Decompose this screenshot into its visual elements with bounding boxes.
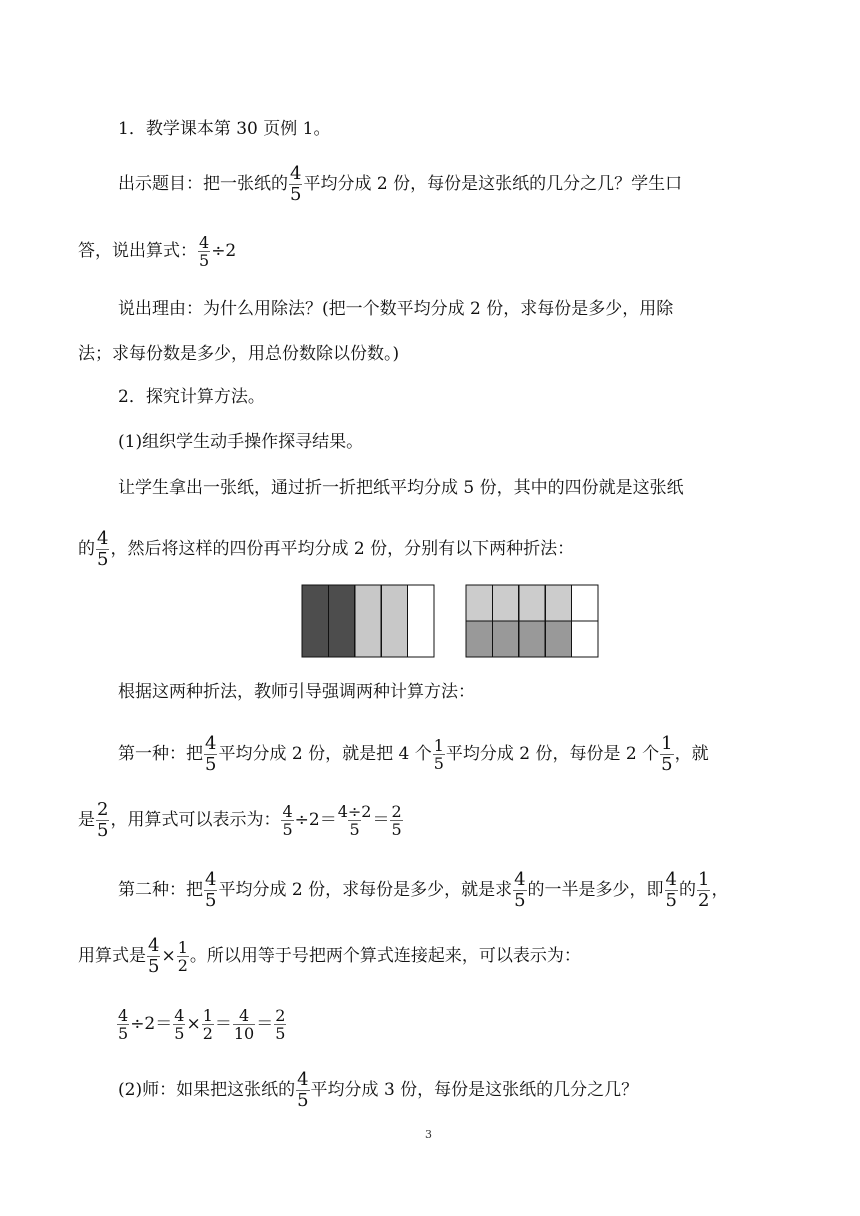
text-segment: 第一种：把	[118, 744, 203, 764]
fold-cell-mid	[545, 621, 571, 657]
fraction: $\frac{2}{5}$	[275, 1006, 286, 1043]
step-1-heading: 1．教学课本第 30 页例 1。	[118, 119, 331, 139]
answer-expression	[78, 234, 236, 269]
page-number: 3	[425, 1128, 432, 1141]
fraction: $\frac{1}{2}$	[697, 869, 710, 911]
fraction: $\frac{1}{2}$	[202, 1006, 213, 1043]
text-segment: ÷2	[211, 241, 237, 261]
fraction: $\frac{1}{5}$	[433, 736, 444, 773]
fraction: $\frac{1}{2}$	[177, 938, 188, 975]
fold-cell-mid	[466, 621, 492, 657]
fold-cell-white	[408, 585, 434, 657]
fold-diagram-left	[302, 585, 434, 657]
step-2-heading: 2．探究计算方法。	[118, 387, 265, 407]
fraction: $\frac{4}{5}$	[205, 733, 217, 775]
fold-cell-light	[519, 585, 545, 621]
substep-1-heading: (1)组织学生动手操作探寻结果。	[118, 432, 364, 452]
text-segment: 的	[678, 880, 696, 900]
text-segment: ，用算式可以表示为：	[110, 810, 281, 830]
text-segment: 。所以用等于号把两个算式连接起来，可以表示为：	[189, 946, 581, 966]
text-segment: 平均分成 3 份，每份是这张纸的几分之几？	[310, 1080, 639, 1100]
fold-cell-dark	[302, 585, 328, 657]
problem-statement	[118, 164, 682, 205]
fraction: $\frac{4}{5}$	[174, 1006, 185, 1043]
fraction: $\frac{4}{5}$	[205, 869, 217, 911]
reason-line-2: 法；求每份数是多少，用总份数除以份数。)	[78, 344, 400, 364]
fraction: $\frac{4}{5}$	[148, 935, 160, 977]
text-segment: ，	[711, 880, 729, 900]
guidance-paragraph: 根据这两种折法，教师引导强调两种计算方法：	[118, 682, 475, 702]
fraction: $\frac{4}{5}$	[118, 1006, 129, 1043]
fold-cell-light	[492, 585, 518, 621]
text-segment: 平均分成 2 份，求每份是多少，就是求	[218, 880, 513, 900]
paragraph-fold-1: 让学生拿出一张纸，通过折一折把纸平均分成 5 份，其中的四份就是这张纸	[118, 478, 684, 498]
text-segment: 平均分成 2 份，每份是 2 个	[445, 744, 660, 764]
fold-cell-mid	[519, 621, 545, 657]
fraction: $\frac{4}{10}$	[233, 1006, 255, 1043]
method-1-line-2	[78, 800, 404, 841]
fraction: $\frac{4}{5}$	[290, 163, 302, 205]
teacher-question	[118, 1070, 638, 1111]
text-segment: 答，说出算式：	[78, 241, 197, 261]
method-1-line-1	[118, 734, 709, 775]
text-segment: ＝	[214, 1014, 232, 1034]
method-2-line-1	[118, 870, 728, 911]
combined-equation	[116, 1007, 287, 1042]
fold-cell-mid	[492, 621, 518, 657]
text-segment: 出示题目：把一张纸的	[118, 174, 288, 194]
text-segment: ，然后将这样的四份再平均分成 2 份，分别有以下两种折法：	[110, 539, 575, 559]
fraction: $\frac{2}{5}$	[97, 799, 109, 841]
fold-cell-light	[545, 585, 571, 621]
text-segment: 的	[78, 539, 95, 559]
fold-cell-light	[355, 585, 381, 657]
text-segment: 是	[78, 810, 95, 830]
fold-cell-dark	[328, 585, 354, 657]
text-segment: ÷2＝	[130, 1014, 173, 1034]
text-segment: ÷2＝	[294, 810, 337, 830]
text-segment: ×	[161, 946, 176, 966]
fraction: $\frac{4}{5}$	[514, 869, 526, 911]
fold-cell-white	[572, 621, 598, 657]
fraction: $\frac{4}{5}$	[665, 869, 677, 911]
fold-diagram-right	[466, 585, 598, 657]
fraction: $\frac{4}{5}$	[297, 1069, 309, 1111]
text-segment: ＝	[256, 1014, 274, 1034]
text-segment: 用算式是	[78, 946, 146, 966]
text-segment: (2)师：如果把这张纸的	[118, 1080, 296, 1100]
text-segment: 平均分成 2 份，每份是这张纸的几分之几？学生口	[303, 174, 683, 194]
text-segment: ＝	[372, 810, 390, 830]
text-segment: 的一半是多少，即	[527, 880, 664, 900]
fraction: $\frac{1}{5}$	[661, 733, 673, 775]
text-segment: ，就	[674, 744, 709, 764]
text-segment: 平均分成 2 份，就是把 4 个	[218, 744, 432, 764]
fraction: $\frac{2}{5}$	[391, 802, 402, 839]
method-2-line-2	[78, 936, 581, 977]
text-segment: 第二种：把	[118, 880, 203, 900]
fraction: $\frac{4}{5}$	[282, 802, 293, 839]
fold-cell-light	[381, 585, 407, 657]
fraction: $\frac{4}{5}$	[199, 233, 210, 270]
reason-line-1: 说出理由：为什么用除法？(把一个数平均分成 2 份，求每份是多少，用除	[118, 299, 674, 319]
fold-cell-light	[466, 585, 492, 621]
fraction: $\frac{4\div 2}{5}$	[337, 802, 372, 839]
text-segment: ×	[186, 1014, 201, 1034]
fraction: $\frac{4}{5}$	[97, 528, 109, 570]
fold-cell-white	[572, 585, 598, 621]
folding-figure	[0, 582, 860, 662]
paragraph-fold-2	[78, 529, 574, 570]
